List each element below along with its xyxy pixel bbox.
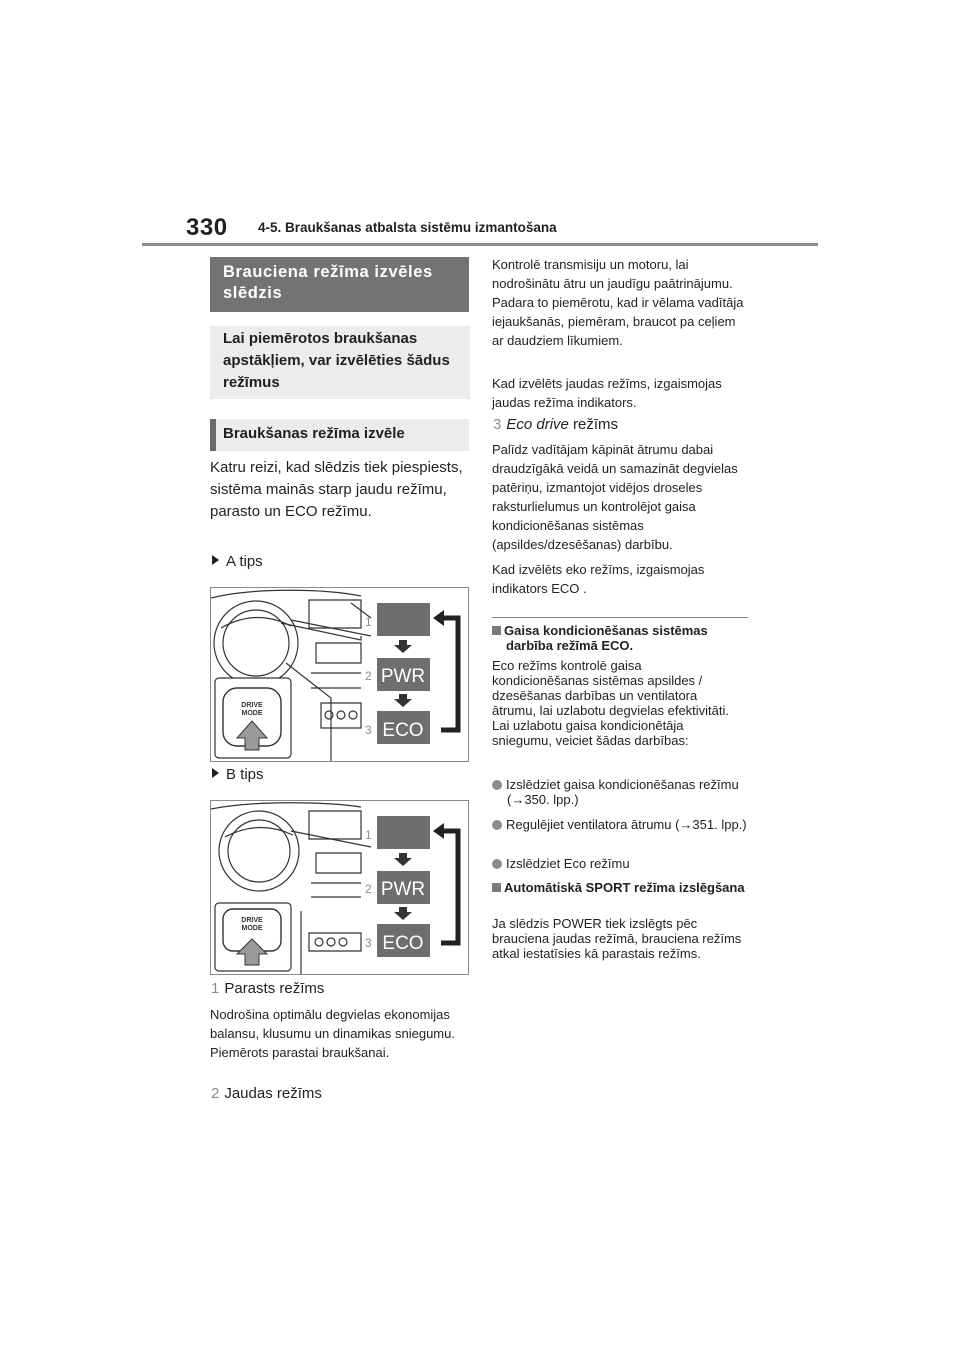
step-1-label: 1 bbox=[365, 615, 372, 629]
tip-a-text: A tips bbox=[226, 553, 263, 570]
item-title: režīms bbox=[568, 416, 619, 433]
step-3-label: 3 bbox=[365, 723, 372, 737]
subheading-bar bbox=[210, 419, 469, 451]
section-title-box bbox=[210, 257, 469, 312]
pwr-indicator: PWR bbox=[380, 879, 426, 900]
drive-mode-label-1: DRIVE bbox=[241, 917, 263, 924]
chapter-title: 4-5. Braukšanas atbalsta sistēmu izmantošana bbox=[258, 220, 557, 235]
triangle-icon bbox=[212, 768, 219, 778]
figure-type-a bbox=[210, 587, 469, 762]
section-subtitle-box bbox=[210, 326, 470, 399]
note-sport-text: Ja slēdzis POWER tiek izslēgts pēc brauciena jaudas režīmā, brauciena režīms atkal iestatīsies kā parastais režīms. bbox=[492, 916, 742, 961]
item-title-italic: Eco drive bbox=[506, 416, 569, 433]
item-number: 1 bbox=[211, 980, 220, 997]
bullet-item-3 bbox=[492, 856, 757, 871]
bullet-icon bbox=[492, 820, 502, 830]
square-bullet-icon bbox=[492, 883, 501, 892]
note-heading-text: Automātiskā SPORT režīma izslēgšana bbox=[504, 880, 745, 895]
drive-mode-label-1: DRIVE bbox=[241, 702, 263, 709]
list-item-power-mode bbox=[211, 1085, 322, 1102]
step-2-label: 2 bbox=[365, 669, 372, 683]
notes-divider bbox=[492, 617, 748, 618]
section-subtitle: Lai piemērotos braukšanas apstākļiem, var izvēlēties šādus režīmus bbox=[223, 330, 450, 391]
drive-mode-label-2: MODE bbox=[241, 710, 263, 717]
bullet-item-1 bbox=[492, 777, 765, 807]
normal-mode-description: Nodrošina optimālu degvielas ekonomijas balansu, klusumu un dinamikas sniegumu. Piemērots parastai braukšanai. bbox=[210, 1007, 455, 1060]
item-number: 2 bbox=[211, 1085, 220, 1102]
tip-a-label bbox=[212, 553, 263, 570]
pwr-indicator: PWR bbox=[380, 666, 426, 687]
step-2-label: 2 bbox=[365, 882, 372, 896]
eco-mode-description: Palīdz vadītājam kāpināt ātrumu dabai draudzīgākā veidā un samazināt degvielas patēriņu, izmantojot vidējos droseles raksturlielumus un kontrolējot gaisa kondicionēšanas sistēmas (apsildes/dzesēšanas) darbību. bbox=[492, 442, 738, 552]
page-number: 330 bbox=[186, 214, 228, 241]
note-sport-heading bbox=[492, 880, 756, 895]
subheading: Braukšanas režīma izvēle bbox=[223, 425, 405, 442]
item-number: 3 bbox=[493, 416, 502, 433]
bullet-icon bbox=[492, 780, 502, 790]
note-ac-eco-text: Eco režīms kontrolē gaisa kondicionēšanas sistēmas apsildes / dzesēšanas darbības un ventilatora ātrumu, lai uzlabotu degvielas efektivitāti. Lai uzlabotu gaisa kondicionētāja sniegumu, veiciet šādas darbības: bbox=[492, 658, 730, 748]
tip-b-text: B tips bbox=[226, 766, 264, 783]
bullet-text: Regulējiet ventilatora ātrumu ( bbox=[506, 817, 680, 832]
page-ref: 351. lpp.) bbox=[692, 817, 747, 832]
power-mode-note: Kad izvēlēts jaudas režīms, izgaismojas jaudas režīma indikators. bbox=[492, 376, 722, 410]
eco-indicator: ECO bbox=[382, 720, 424, 741]
step-1-label: 1 bbox=[365, 828, 372, 842]
bullet-icon bbox=[492, 859, 502, 869]
header-divider bbox=[142, 243, 818, 246]
subheading-marker bbox=[210, 419, 216, 451]
bullet-text: Izslēdziet gaisa kondicionēšanas režīmu ( bbox=[506, 777, 739, 807]
list-item-eco-mode bbox=[493, 416, 618, 433]
eco-mode-note: Kad izvēlēts eko režīms, izgaismojas indikators ECO . bbox=[492, 562, 705, 596]
bullet-item-2 bbox=[492, 817, 763, 832]
page-ref: 350. lpp.) bbox=[524, 792, 579, 807]
drive-mode-label-2: MODE bbox=[241, 925, 263, 932]
power-mode-description: Kontrolē transmisiju un motoru, lai nodrošinātu ātru un jaudīgu paātrinājumu. Padara to piemērotu, kad ir vēlama vadītāja iejaukšanās, piemēram, braucot pa ceļiem ar daudziem līkumiem. bbox=[492, 257, 744, 348]
eco-indicator: ECO bbox=[382, 933, 424, 954]
figure-type-b bbox=[210, 800, 469, 975]
bullet-text: Izslēdziet Eco režīmu bbox=[506, 856, 630, 871]
item-title: Parasts režīms bbox=[224, 980, 325, 997]
tip-b-label bbox=[212, 766, 264, 783]
item-title: Jaudas režīms bbox=[224, 1085, 322, 1102]
list-item-normal-mode bbox=[211, 980, 324, 997]
arrow-icon: → bbox=[679, 817, 693, 832]
arrow-icon: → bbox=[511, 792, 525, 807]
square-bullet-icon bbox=[492, 626, 501, 635]
triangle-icon bbox=[212, 555, 219, 565]
note-heading-text: Gaisa kondicionēšanas sistēmas darbība režīmā ECO. bbox=[504, 623, 708, 653]
note-ac-eco-heading bbox=[492, 623, 756, 653]
step-3-label: 3 bbox=[365, 936, 372, 950]
section-title: Brauciena režīma izvēles slēdzis bbox=[223, 263, 433, 302]
intro-paragraph: Katru reizi, kad slēdzis tiek piespiests, sistēma mainās starp jaudu režīmu, parasto un ECO režīmu. bbox=[210, 459, 463, 520]
